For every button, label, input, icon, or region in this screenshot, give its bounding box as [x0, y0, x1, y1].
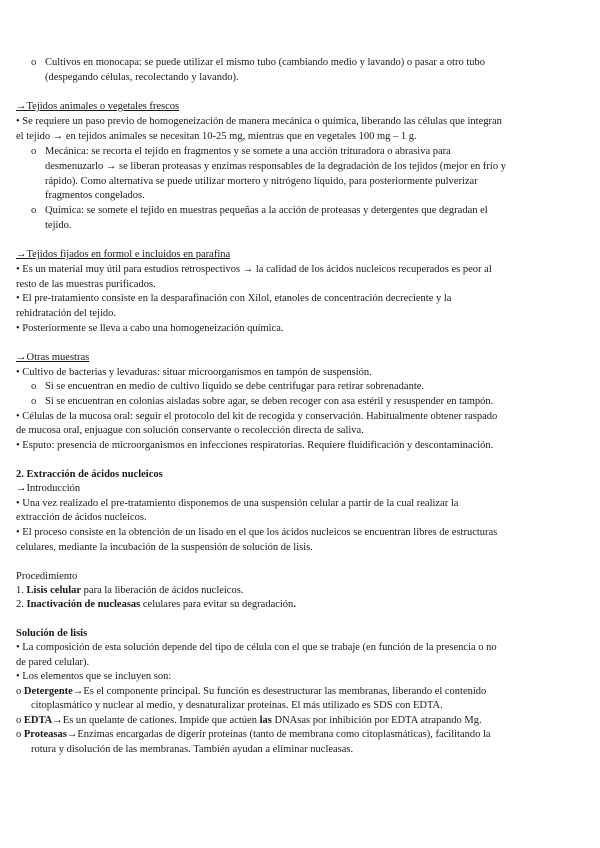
step-1-rest: para la liberación de ácidos nucleicos. — [83, 585, 244, 596]
sub-bullet-marker: o — [16, 686, 22, 697]
proteasas-line-2: rotura y disolución de las membranas. También ayudan a eliminar nucleasas. — [31, 744, 354, 755]
section-heading-solucion-lisis: Solución de lisis — [16, 628, 88, 639]
extraccion-bullet-1-line-1: • Una vez realizado el pre-tratamiento disponemos de una suspensión celular a partir de la cual realizar la — [16, 498, 459, 509]
quimica-line-1: Química: se somete el tejido en muestras pequeñas a la acción de proteasas y detergentes que degradan el — [45, 205, 488, 216]
fijados-bullet-1-line-2: resto de las muestras purificados. — [16, 279, 156, 290]
step-2-rest: celulares para evitar su degradación — [142, 599, 294, 610]
detergente-line-2: citoplasmático y nuclear al medio, y desnaturalizar proteínas. El más utilizado es SDS con EDTA. — [31, 700, 443, 711]
fijados-bullet-1-line-1: • Es un material muy útil para estudios retrospectivos → la calidad de los ácidos nucleicos recuperados es peor al — [16, 264, 492, 275]
fijados-bullet-2-line-1: • El pre-tratamiento consiste en la desparafinación con Xilol, etanoles de concentración decreciente y la — [16, 293, 452, 304]
homogeneizacion-line-1: • Se requiere un paso previo de homogeneización de manera mecánica o química, liberando las células que integran — [16, 116, 502, 127]
proteasas-label: Proteasas — [23, 729, 67, 740]
otras-bullet-mucosa-line-1: • Células de la mucosa oral: seguir el protocolo del kit de recogida y conservación. Habitualmente obtener raspado — [16, 411, 498, 422]
section-heading-tejidos-fijados: →Tejidos fijados en formol e incluidos en parafina — [16, 249, 231, 260]
sub-bullet-marker: o — [31, 146, 37, 157]
detergente-line-1 — [16, 685, 486, 700]
edta-line — [16, 714, 482, 729]
sub-bullet-marker: o — [31, 381, 37, 392]
sub-bullet-marker: o — [16, 729, 22, 740]
sub-bullet-marker: o — [16, 715, 22, 726]
procedimiento-step-2 — [16, 598, 296, 613]
procedimiento-step-1 — [16, 584, 243, 599]
section-heading-tejidos-frescos: →Tejidos animales o vegetales frescos — [16, 101, 180, 112]
edta-desc-1: →Es un quelante de cationes. Impide que actúen — [52, 715, 260, 726]
step-2-bold: Inactivación de nucleasas — [26, 599, 141, 610]
edta-las: las — [259, 715, 272, 726]
otras-bullet-mucosa-line-2: de mucosa oral, enjuague con solución conservante o recolección directa de saliva. — [16, 425, 364, 436]
section-heading-otras-muestras: →Otras muestras — [16, 352, 90, 363]
extraccion-bullet-2-line-1: • El proceso consiste en la obtención de un lisado en el que los ácidos nucleicos se encuentran libres de estructuras — [16, 527, 498, 538]
mecanica-line-4: fragmentos congelados. — [45, 190, 145, 201]
proteasas-line-1 — [16, 728, 491, 743]
extraccion-bullet-2-line-2: celulares, mediante la incubación de la suspensión de solución de lisis. — [16, 542, 313, 553]
otras-sub-liquido: Si se encuentran en medio de cultivo líquido se debe centrifugar para retirar sobrenadante. — [45, 381, 425, 392]
edta-desc-2: DNAsas por inhibición por EDTA atrapando Mg. — [271, 715, 482, 726]
detergente-desc: →Es el componente principal. Su función es desestructurar las membranas, liberando el contenido — [72, 686, 487, 697]
edta-label: EDTA — [23, 715, 53, 726]
solucion-bullet-2: • Los elementos que se incluyen son: — [16, 671, 172, 682]
mecanica-line-2: desmenuzarlo → se liberan proteasas y enzimas responsables de la degradación de los tejidos (mejor en frío y — [45, 161, 506, 172]
solucion-bullet-1-line-1: • La composición de esta solución depende del tipo de célula con el que se trabaje (en función de la presencia o no — [16, 642, 497, 653]
solucion-bullet-1-line-2: de pared celular). — [16, 657, 90, 668]
mecanica-line-3: rápido). Como alternativa se puede utilizar mortero y nitrógeno líquido, para posteriormente pulverizar — [45, 176, 478, 187]
homogeneizacion-line-2: el tejido → en tejidos animales se necesitan 10-25 mg, mientras que en vegetales 100 mg – 1 g. — [16, 131, 417, 142]
section-heading-extraccion: 2. Extracción de ácidos nucleicos — [16, 469, 163, 480]
sub-bullet-marker: o — [31, 205, 37, 216]
sub-bullet-marker: o — [31, 57, 37, 68]
step-2-end: . — [293, 599, 296, 610]
quimica-line-2: tejido. — [45, 220, 72, 231]
fijados-bullet-2-line-2: rehidratación del tejido. — [16, 308, 117, 319]
cultivos-monocapa-line-1: Cultivos en monocapa: se puede utilizar el mismo tubo (cambiando medio y lavando) o pasar a otro tubo — [45, 57, 486, 68]
fijados-bullet-3: • Posteriormente se lleva a cabo una homogeneización química. — [16, 323, 284, 334]
proteasas-desc: →Enzimas encargadas de digerir proteínas (tanto de membrana como citoplasmáticas), facilitando la — [66, 729, 491, 740]
detergente-label: Detergente — [23, 686, 73, 697]
subheading-procedimiento: Procedimiento — [16, 571, 78, 582]
otras-bullet-bacterias: • Cultivo de bacterias y levaduras: situar microorganismos en tampón de suspensión. — [16, 367, 372, 378]
mecanica-line-1: Mecánica: se recorta el tejido en fragmentos y se somete a una acción trituradora o abrasiva para — [45, 146, 451, 157]
otras-bullet-esputo: • Esputo: presencia de microorganismos en infecciones respiratorias. Requiere fluidificación y descontaminación. — [16, 440, 494, 451]
step-number: 2. — [16, 599, 24, 610]
subheading-introduccion: →Introducción — [16, 483, 81, 494]
cultivos-monocapa-line-2: (despegando células, recolectando y lavando). — [45, 72, 239, 83]
step-1-bold: Lisis celular — [26, 585, 82, 596]
extraccion-bullet-1-line-2: extracción de ácidos nucleicos. — [16, 512, 147, 523]
otras-sub-colonias: Si se encuentran en colonias aisladas sobre agar, se deben recoger con asa estéril y resuspender en tampón. — [45, 396, 494, 407]
step-number: 1. — [16, 585, 24, 596]
sub-bullet-marker: o — [31, 396, 37, 407]
